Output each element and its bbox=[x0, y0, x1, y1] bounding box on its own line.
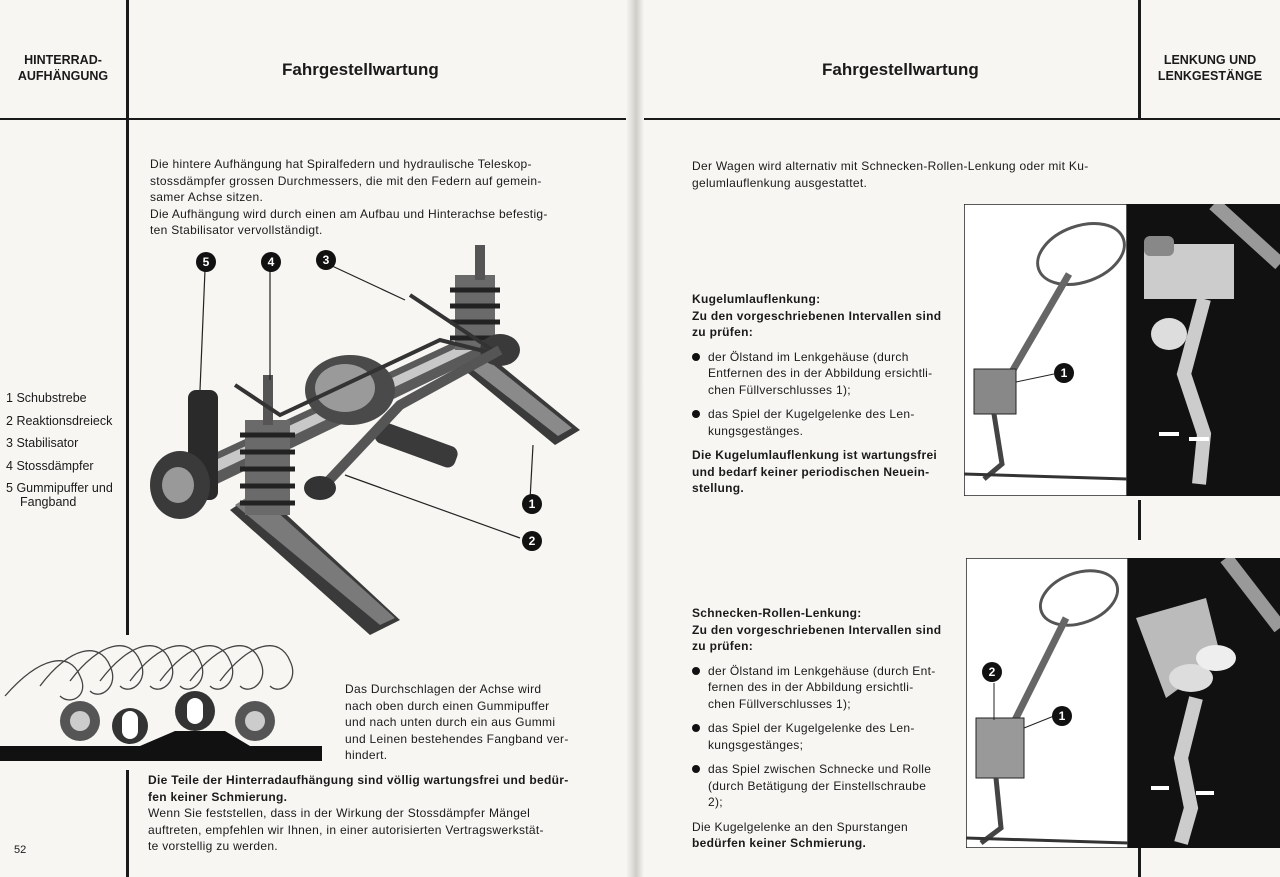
text-line: Wenn Sie feststellen, dass in der Wirkung der Stossdämpfer Mängel bbox=[148, 806, 531, 820]
legend-label: Schubstrebe bbox=[16, 391, 87, 405]
right-page-title: Fahrgestellwartung bbox=[822, 60, 979, 79]
schnecke-bullet bbox=[692, 663, 947, 713]
bullet-icon bbox=[692, 353, 700, 361]
text-line: fen keiner Schmierung. bbox=[148, 789, 288, 804]
bump-stop-text bbox=[345, 681, 585, 764]
legend-label: Stabilisator bbox=[16, 436, 79, 450]
legend-item bbox=[6, 455, 124, 478]
right-header-divider bbox=[1138, 0, 1141, 118]
legend-number: 2 bbox=[6, 413, 13, 428]
text-line: und Leinen bestehendes Fangband ver- bbox=[345, 731, 569, 746]
text-line: und bedarf keiner periodischen Neuein- bbox=[692, 464, 930, 479]
left-section-label bbox=[0, 52, 126, 84]
schnecke-section bbox=[692, 605, 947, 852]
maintenance-note bbox=[148, 772, 608, 855]
text-line: Die Kugelumlauflenkung ist wartungsfrei bbox=[692, 448, 938, 462]
legend-label: Reaktionsdreieck bbox=[16, 413, 113, 428]
text-line: stossdämpfer grossen Durchmessers, die mit den Federn auf gemein- bbox=[150, 173, 542, 188]
text-line: gelumlauflenkung ausgestattet. bbox=[692, 175, 868, 190]
text-line: kungsgestänges. bbox=[708, 423, 804, 438]
right-section-label bbox=[1143, 52, 1277, 84]
text-line: 2); bbox=[708, 795, 723, 809]
left-header-rule bbox=[0, 118, 640, 120]
legend-number: 1 bbox=[6, 391, 13, 405]
text-line: nach oben durch einen Gummipuffer bbox=[345, 698, 550, 713]
text-line: (durch Betätigung der Einstellschraube bbox=[708, 778, 927, 793]
section-subheading: zu prüfen: bbox=[692, 639, 753, 653]
text-line: stellung. bbox=[692, 481, 745, 495]
parts-legend bbox=[6, 387, 124, 509]
legend-label: Stossdämpfer bbox=[16, 458, 94, 473]
callout-5: 5 bbox=[196, 252, 216, 272]
kugel-steering-illustration bbox=[964, 204, 1280, 496]
page-number: 52 bbox=[14, 844, 27, 856]
legend-item bbox=[6, 481, 124, 509]
text-line: samer Achse sitzen. bbox=[150, 190, 264, 204]
callout-3: 3 bbox=[316, 250, 336, 270]
text-line: Entfernen des in der Abbildung ersichtli- bbox=[708, 366, 933, 380]
text-line: te vorstellig zu werden. bbox=[148, 839, 278, 853]
text-line: Die Aufhängung wird durch einen am Aufbau und Hinterachse befestig- bbox=[150, 206, 548, 221]
legend-number: 4 bbox=[6, 458, 13, 473]
kugel-section bbox=[692, 291, 947, 497]
legend-number: 3 bbox=[6, 436, 13, 450]
schnecke-callout-1: 1 bbox=[1052, 706, 1072, 726]
text-line: und nach unten durch ein aus Gummi bbox=[345, 715, 556, 729]
legend-item bbox=[6, 410, 124, 433]
text-line: das Spiel zwischen Schnecke und Rolle bbox=[708, 762, 932, 776]
section-label-line: LENKGESTÄNGE bbox=[1157, 69, 1263, 83]
text-line: der Ölstand im Lenkgehäuse (durch Ent- bbox=[708, 663, 936, 678]
text-line: Die Kugelgelenke an den Spurstangen bbox=[692, 819, 908, 834]
section-subheading: Zu den vorgeschriebenen Intervallen sind bbox=[692, 622, 942, 637]
bullet-icon bbox=[692, 724, 700, 732]
text-line: bedürfen keiner Schmierung. bbox=[692, 836, 867, 850]
right-intro-text bbox=[692, 158, 1132, 191]
text-line: das Spiel der Kugelgelenke des Len- bbox=[708, 721, 915, 735]
bullet-icon bbox=[692, 410, 700, 418]
text-line: fernen des in der Abbildung ersichtli- bbox=[708, 680, 914, 694]
left-column-divider bbox=[126, 120, 129, 635]
legend-item bbox=[6, 387, 124, 410]
text-line: kungsgestänges; bbox=[708, 737, 804, 752]
right-column-divider-lower bbox=[1138, 845, 1141, 877]
left-header-divider bbox=[126, 0, 129, 118]
text-line: hindert. bbox=[345, 748, 388, 762]
section-label-line: LENKUNG UND bbox=[1163, 53, 1257, 67]
left-intro-text bbox=[150, 156, 590, 239]
text-line: Das Durchschlagen der Achse wird bbox=[345, 682, 542, 696]
text-line: chen Füllverschlusses 1); bbox=[708, 696, 851, 711]
section-label-line: HINTERRAD- bbox=[24, 53, 102, 67]
section-subheading: zu prüfen: bbox=[692, 325, 753, 339]
section-subheading: Zu den vorgeschriebenen Intervallen sind bbox=[692, 308, 942, 323]
left-column-divider-lower bbox=[126, 770, 129, 877]
book-spine bbox=[626, 0, 644, 877]
bullet-icon bbox=[692, 667, 700, 675]
text-line: das Spiel der Kugelgelenke des Len- bbox=[708, 407, 915, 421]
text-line: chen Füllverschlusses 1); bbox=[708, 382, 851, 397]
legend-label: Fangband bbox=[20, 495, 77, 509]
schnecke-steering-illustration bbox=[966, 558, 1280, 848]
legend-number: 5 bbox=[6, 481, 13, 495]
section-heading: Schnecken-Rollen-Lenkung: bbox=[692, 606, 862, 620]
right-column-divider bbox=[1138, 500, 1141, 540]
rear-suspension-illustration bbox=[140, 240, 590, 640]
kugel-bullet bbox=[692, 349, 947, 399]
right-header-rule bbox=[636, 118, 1280, 120]
callout-1: 1 bbox=[522, 494, 542, 514]
legend-label: Gummipuffer und bbox=[16, 481, 113, 495]
section-heading: Kugelumlauflenkung: bbox=[692, 292, 821, 306]
kugel-callout-1: 1 bbox=[1054, 363, 1074, 383]
bullet-icon bbox=[692, 765, 700, 773]
bump-stop-illustration bbox=[0, 636, 330, 764]
schnecke-callout-2: 2 bbox=[982, 662, 1002, 682]
text-line: Die Teile der Hinterradaufhängung sind völlig wartungsfrei und bedür- bbox=[148, 773, 569, 787]
text-line: auftreten, empfehlen wir Ihnen, in einer autorisierten Vertragswerkstät- bbox=[148, 822, 544, 837]
callout-4: 4 bbox=[261, 252, 281, 272]
schnecke-bullet bbox=[692, 761, 947, 811]
text-line: der Ölstand im Lenkgehäuse (durch bbox=[708, 349, 909, 364]
text-line: Der Wagen wird alternativ mit Schnecken-Rollen-Lenkung oder mit Ku- bbox=[692, 159, 1089, 173]
left-page-title: Fahrgestellwartung bbox=[282, 60, 439, 79]
callout-2: 2 bbox=[522, 531, 542, 551]
text-line: Die hintere Aufhängung hat Spiralfedern und hydraulische Teleskop- bbox=[150, 157, 532, 171]
section-label-line: AUFHÄNGUNG bbox=[17, 69, 109, 83]
legend-item bbox=[6, 432, 124, 455]
text-line: ten Stabilisator vervollständigt. bbox=[150, 223, 323, 237]
schnecke-bullet bbox=[692, 720, 947, 753]
kugel-bullet bbox=[692, 406, 947, 439]
